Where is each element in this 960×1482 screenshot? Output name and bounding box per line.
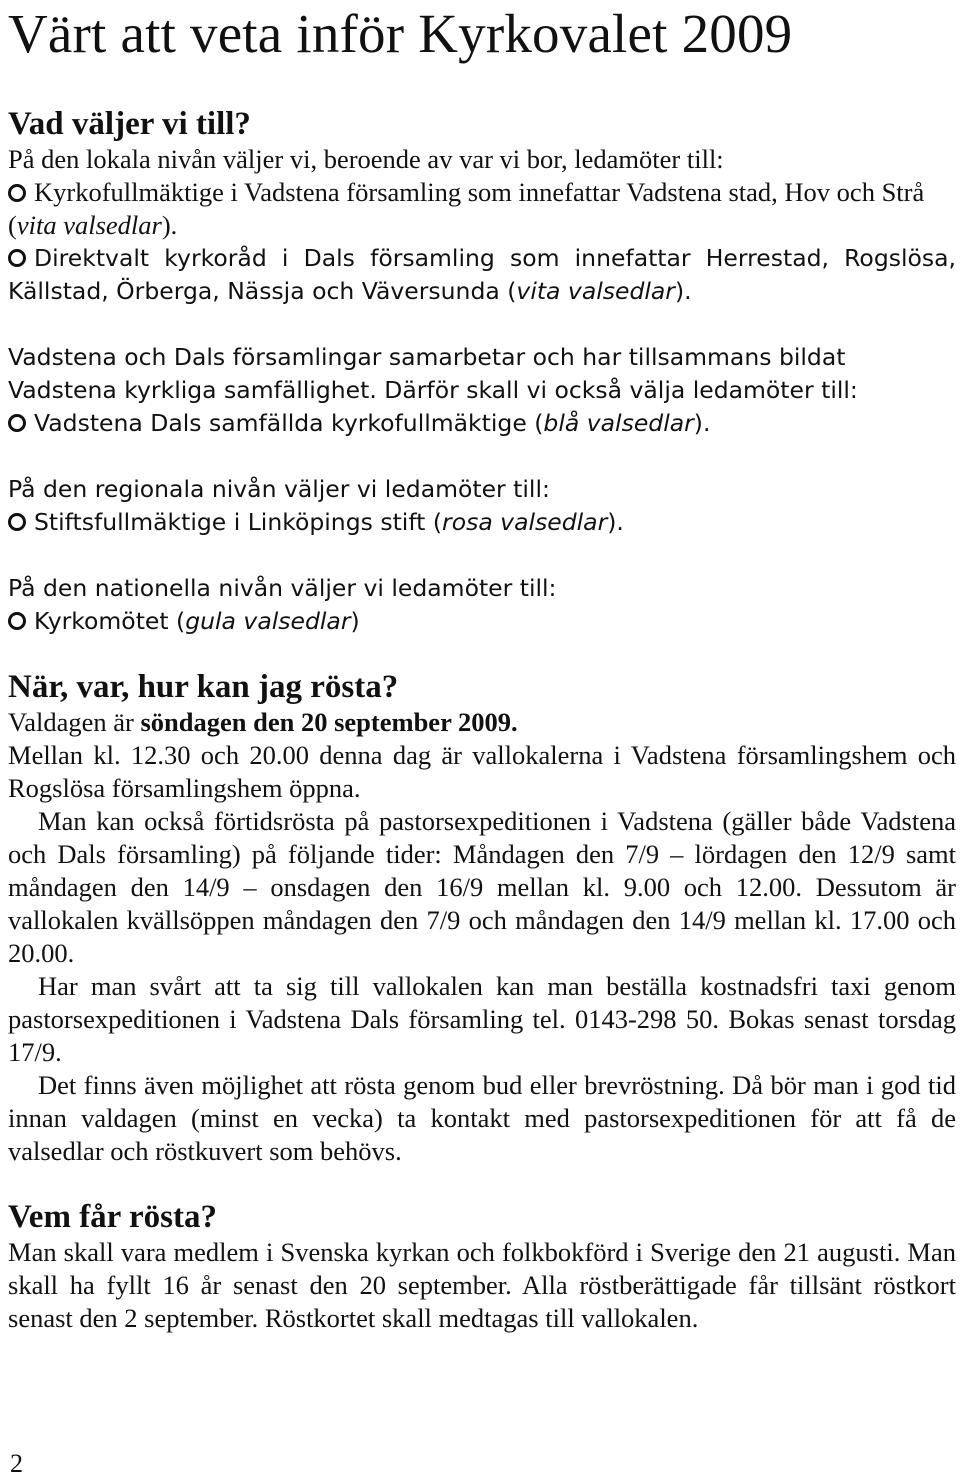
bullet-item-kyrkofullmaktige: Kyrkofullmäktige i Vadstena församling som innefattar Vadstena stad, Hov och Strå (vita valsedlar). xyxy=(8,177,925,240)
section-heading-nar-var-hur: När, var, hur kan jag rösta? xyxy=(8,669,399,705)
valdag-line: Valdagen är söndagen den 20 september 2009. xyxy=(8,707,518,737)
para-rostratt: Man skall vara medlem i Svenska kyrkan och folkbokförd i Sverige den 21 augusti. Man skall ha fyllt 16 år senast den 20 september. Alla röstberättigade får tillsänt röstkort senast den 2 september. Röstkortet skall medtagas till vallokalen. xyxy=(8,1237,956,1333)
bullet-item-stiftsfullmaktige: Stiftsfullmäktige i Linköpings stift (rosa valsedlar). xyxy=(8,506,956,539)
circle-bullet-icon xyxy=(8,249,26,267)
para-taxi: Har man svårt att ta sig till vallokalen kan man beställa kostnadsfri taxi genom pastorsexpeditionen i Vadstena Dals församling tel. 0143-298 50. Bokas senast torsdag 17/9. xyxy=(8,971,956,1067)
section-heading-vem-far-rosta: Vem får rösta? xyxy=(8,1199,217,1235)
para-budrostning: Det finns även möjlighet att rösta genom bud eller brevröstning. Då bör man i god tid innan valdagen (minst en vecka) ta kontakt med pastorsexpeditionen för att få de valsedlar och röstkuvert som behövs. xyxy=(8,1070,956,1166)
intro-regional: På den regionala nivån väljer vi ledamöter till: xyxy=(8,475,550,503)
bullet-item-kyrkomotet: Kyrkomötet (gula valsedlar) xyxy=(8,605,956,638)
circle-bullet-icon xyxy=(8,612,26,630)
para-oppettider: Mellan kl. 12.30 och 20.00 denna dag är vallokalerna i Vadstena församlingshem och Rogslösa församlingshem öppna. xyxy=(8,740,956,803)
bullet-item-samfallda: Vadstena Dals samfällda kyrkofullmäktige (blå valsedlar). xyxy=(8,407,956,440)
document-page xyxy=(8,0,956,1335)
page-title: Värt att veta inför Kyrkovalet 2009 xyxy=(8,3,793,64)
section-heading-vad-valjer: Vad väljer vi till? xyxy=(8,106,251,142)
circle-bullet-icon xyxy=(8,513,26,531)
intro-nationell: På den nationella nivån väljer vi ledamöter till: xyxy=(8,574,557,602)
circle-bullet-icon xyxy=(8,414,26,432)
intro-lokal: På den lokala nivån väljer vi, beroende av var vi bor, ledamöter till: xyxy=(8,144,724,174)
para-samfallighet: Vadstena och Dals församlingar samarbetar och har tillsammans bildat Vadstena kyrkliga samfällighet. Därför skall vi också välja ledamöter till: xyxy=(8,343,858,404)
circle-bullet-icon xyxy=(8,184,26,202)
para-fortidsrostning: Man kan också förtidsrösta på pastorsexpeditionen i Vadstena (gäller både Vadstena och Dals församling) på följande tider: Måndagen den 7/9 – lördagen den 12/9 samt måndagen den 14/9 – onsdagen den 16/9 mellan kl. 9.00 och 12.00. Dessutom är vallokalen kvällsöppen måndagen den 7/9 och måndagen den 14/9 mellan kl. 17.00 och 20.00. xyxy=(8,806,956,968)
page-number: 2 xyxy=(10,1449,23,1478)
bullet-item-kyrkorad: Direktvalt kyrkoråd i Dals församling som innefattar Herrestad, Rogslösa, Källstad, Örberga, Nässja och Väversunda (vita valsedlar). xyxy=(8,244,956,305)
